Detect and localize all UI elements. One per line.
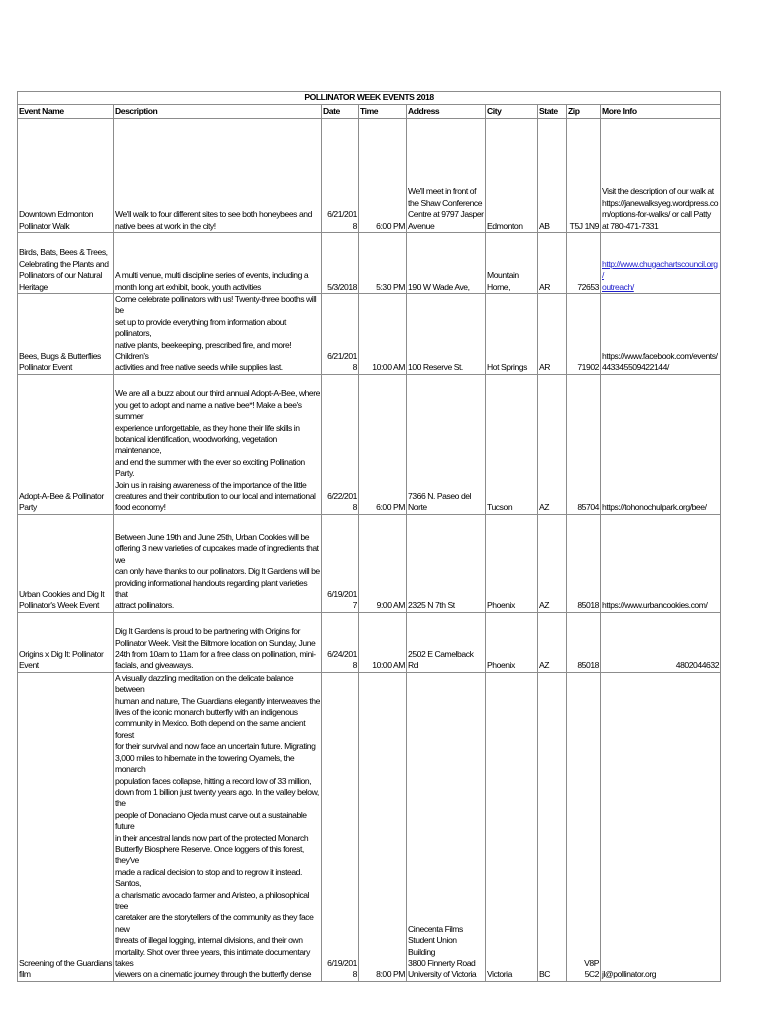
description-cell: A visually dazzling meditation on the delicate balance between human and nature, The Guardians elegantly interweaves the lives of the iconic monarch butterfly with an indigenous community in Mexico. Both depend on the same ancient forest for their survival and now face an uncertain future. Migrating 3,000 miles to hibernate in the towering Oyamels, the monarch population faces collapse, hitting a record low of 33 million, down from 1 billion just twenty years ago. In the valley below, the people of Donaciano Ojeda must carve out a sustainable future in their ancestral lands now part of the protected Monarch Butterfly Biosphere Reserve. Once loggers of this forest, they've made a radical decision to stop and to regrow it instead. Santos, a charismatic avocado farmer and Aristeo, a philosophical tree caretaker are the storytellers of the community as they face new threats of illegal logging, internal divisions, and their own mortality. Shot over three years, this intimate documentary takes viewers on a cinematic journey through the butterfly dense	[115, 672, 320, 980]
more-info-cell: 4802044632	[601, 612, 721, 672]
header-row	[18, 105, 721, 119]
address-cell: 2325 N 7th St	[407, 514, 486, 612]
event-name-cell: Bees, Bugs & Butterflies Pollinator Event	[18, 294, 114, 375]
col-header-time: Time	[359, 105, 407, 119]
table-row	[18, 233, 721, 294]
address-cell: Cinecenta Films Student Union Building 3800 Finnerty Road University of Victoria	[407, 672, 486, 981]
state-cell: AZ	[538, 514, 567, 612]
time-cell: 6:00 PM	[359, 119, 407, 233]
city-cell: Tucson	[486, 374, 538, 514]
event-name-cell: Origins x Dig It: Pollinator Event	[18, 612, 114, 672]
col-header-description: Description	[114, 105, 322, 119]
address-cell: 7366 N. Paseo del Norte	[407, 374, 486, 514]
table-row	[18, 119, 721, 233]
state-cell: AZ	[538, 612, 567, 672]
state-cell: AR	[538, 233, 567, 294]
date-cell: 5/3/2018	[322, 233, 359, 294]
description-cell: We'll walk to four different sites to see both honeybees and native bees at work in the city!	[114, 119, 322, 233]
col-header-city: City	[486, 105, 538, 119]
description-cell: We are all a buzz about our third annual Adopt-A-Bee, where you get to adopt and name a native bee*! Make a bee's summer experience unforgettable, as they hone their life skills in botanical identification, woodworking, vegetation maintenance, and end the summer with the ever so exciting Pollination Party. Join us in raising awareness of the importance of the little creatures and their contribution to our local and international food economy!	[114, 374, 322, 514]
state-cell: BC	[538, 672, 567, 981]
city-cell: Hot Springs	[486, 294, 538, 375]
city-cell: Phoenix	[486, 514, 538, 612]
city-cell: Phoenix	[486, 612, 538, 672]
time-cell: 5:30 PM	[359, 233, 407, 294]
address-cell: We'll meet in front of the Shaw Conference Centre at 9797 Jasper Avenue	[407, 119, 486, 233]
city-cell: Edmonton	[486, 119, 538, 233]
date-cell: 6/24/2018	[322, 612, 359, 672]
event-name-cell: Screening of the Guardians film	[18, 672, 114, 981]
state-cell: AZ	[538, 374, 567, 514]
zip-cell: 85018	[567, 514, 601, 612]
table-row	[18, 612, 721, 672]
date-cell: 6/21/2018	[322, 294, 359, 375]
description-cell: Between June 19th and June 25th, Urban Cookies will be offering 3 new varieties of cupcakes made of ingredients that we can only have thanks to our pollinators. Dig It Gardens will be providing informational handouts regarding plant varieties that attract pollinators.	[114, 514, 322, 612]
date-cell: 6/19/2017	[322, 514, 359, 612]
address-cell: 2502 E Camelback Rd	[407, 612, 486, 672]
zip-cell: V8P 5C2	[567, 672, 601, 981]
more-info-link[interactable]: http://www.chugachartscouncil.org/ outreach/	[601, 233, 721, 294]
col-header-event-name: Event Name	[18, 105, 114, 119]
event-name-cell: Adopt-A-Bee & Pollinator Party	[18, 374, 114, 514]
more-info-cell: Visit the description of our walk at https://janewalksyeg.wordpress.co m/options-for-walks/ or call Patty at 780-471-7331	[601, 119, 721, 233]
description-cell: A multi venue, multi discipline series of events, including a month long art exhibit, book, youth activities	[114, 233, 322, 294]
table-row	[18, 514, 721, 612]
col-header-state: State	[538, 105, 567, 119]
more-info-cell: https://tohonochulpark.org/bee/	[601, 374, 721, 514]
event-name-cell: Birds, Bats, Bees & Trees, Celebrating the Plants and Pollinators of our Natural Heritage	[18, 233, 114, 294]
city-cell: Mountain Home,	[486, 233, 538, 294]
date-cell: 6/21/2018	[322, 119, 359, 233]
zip-cell: T5J 1N9	[567, 119, 601, 233]
more-info-cell: jl@pollinator.org	[601, 672, 721, 981]
zip-cell: 85704	[567, 374, 601, 514]
sheet-title: POLLINATOR WEEK EVENTS 2018	[18, 92, 721, 105]
address-cell: 100 Reserve St.	[407, 294, 486, 375]
state-cell: AR	[538, 294, 567, 375]
event-name-cell: Downtown Edmonton Pollinator Walk	[18, 119, 114, 233]
more-info-cell: https://www.facebook.com/events/ 443345509422144/	[601, 294, 721, 375]
table-row	[18, 294, 721, 375]
col-header-date: Date	[322, 105, 359, 119]
time-cell: 10:00 AM	[359, 612, 407, 672]
col-header-zip: Zip	[567, 105, 601, 119]
time-cell: 9:00 AM	[359, 514, 407, 612]
state-cell: AB	[538, 119, 567, 233]
col-header-address: Address	[407, 105, 486, 119]
table-row	[18, 672, 721, 981]
zip-cell: 85018	[567, 612, 601, 672]
event-name-cell: Urban Cookies and Dig It Pollinator's Week Event	[18, 514, 114, 612]
description-cell: Come celebrate pollinators with us! Twenty-three booths will be set up to provide everything from information about pollinators, native plants, beekeeping, prescribed fire, and more! Children's activities and free native seeds while supplies last.	[114, 294, 322, 375]
more-info-cell: https://www.urbancookies.com/	[601, 514, 721, 612]
col-header-more-info: More Info	[601, 105, 721, 119]
city-cell: Victoria	[486, 672, 538, 981]
time-cell: 8:00 PM	[359, 672, 407, 981]
description-cell: Dig It Gardens is proud to be partnering with Origins for Pollinator Week. Visit the Biltmore location on Sunday, June 24th from 10am to 11am for a free class on pollination, mini- facials, and giveaways.	[114, 612, 322, 672]
zip-cell: 72653	[567, 233, 601, 294]
table-row	[18, 374, 721, 514]
spreadsheet	[17, 91, 720, 982]
date-cell: 6/19/2018	[322, 672, 359, 981]
time-cell: 10:00 AM	[359, 294, 407, 375]
events-table	[17, 91, 721, 982]
time-cell: 6:00 PM	[359, 374, 407, 514]
date-cell: 6/22/2018	[322, 374, 359, 514]
address-cell: 190 W Wade Ave,	[407, 233, 486, 294]
zip-cell: 71902	[567, 294, 601, 375]
